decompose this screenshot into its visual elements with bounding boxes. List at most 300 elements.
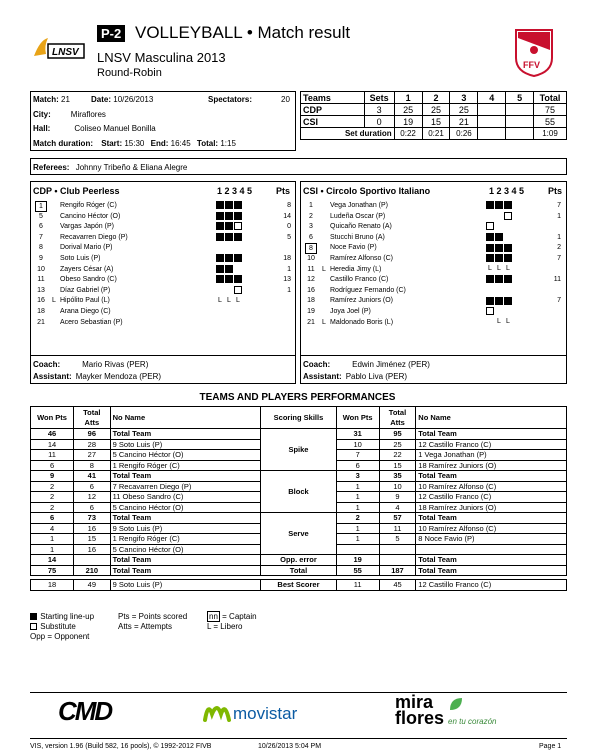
perf-cell: 2 [31,481,74,492]
player-number: 3 [309,223,313,231]
perf-cell: 16 [74,544,111,555]
starter-square-icon [216,233,224,241]
team-a-assistant: Assistant: Mayker Mendoza (PER) [33,372,162,381]
set-participation [216,265,243,274]
league-name: LNSV Masculina 2013 [97,50,226,65]
player-points: 1 [557,233,561,241]
perf-cell: Total Team [110,555,261,566]
perf-cell: 1 [336,523,379,534]
set-participation [486,222,513,231]
perf-cell: 7 [336,450,379,461]
player-row [301,265,563,274]
player-points: 8 [287,202,291,209]
perf-cell: 8 [74,460,111,471]
spectators-value: 20 [281,95,290,104]
empty-set-slot [216,286,224,294]
player-number: 10 [37,265,45,273]
player-points: 1 [287,265,291,273]
starter-square-icon [504,275,512,283]
player-number: 16 [37,297,45,305]
player-number: 1 [35,201,47,212]
team-a-title: CDP • Club Peerless [33,186,120,196]
perf-cell: 31 [336,429,379,440]
player-name: Maldonado Boris (L) [330,318,394,326]
player-row [301,222,563,231]
player-name: Obeso Sandro (C) [60,276,117,284]
set-participation [216,275,243,284]
player-name: Rodríguez Fernando (C) [330,286,406,294]
match-number: Match: 21 [33,95,70,104]
perf-cell [379,555,416,566]
perf-cell: 7 Recavarren Diego (P) [110,481,261,492]
player-name: Heredia Jimy (L) [330,265,382,273]
starter-square-icon [495,233,503,241]
perf-cell: 9 Soto Luis (P) [110,580,261,591]
set-participation [216,201,243,210]
city: City: Miraflores [33,110,106,119]
miraflores-logo: mira flores [395,692,445,728]
starter-square-icon [216,201,224,209]
perf-cell [416,544,567,555]
empty-set-slot [495,212,503,220]
perf-cell: 11 Obeso Sandro (C) [110,492,261,503]
perf-cell [379,544,416,555]
player-name: Acero Sebastian (P) [60,318,123,326]
score-table [300,91,567,140]
player-number: 5 [39,212,43,220]
player-row [301,286,563,295]
footer-page: Page 1 [539,743,562,750]
player-number: 7 [39,233,43,241]
perf-cell: 4 [31,523,74,534]
player-number: 6 [309,233,313,241]
player-name: Joya Joel (P) [330,308,371,315]
skill-name: Opp. error [261,555,336,566]
libero-set-marker: L [506,317,510,325]
set-participation [486,243,513,252]
starter-square-icon [495,244,503,252]
perf-header-row [31,407,567,429]
perf-cell: Total Team [110,565,261,576]
substitute-square-icon [234,286,242,294]
starter-square-icon [216,212,224,220]
player-row [31,222,293,231]
set-duration-row: Set duration 0:22 0:21 0:26 1:09 [301,128,567,140]
starter-square-icon [225,275,233,283]
player-row [31,286,293,295]
cmd-logo: CMD [58,696,112,726]
empty-set-slot [225,286,233,294]
leaf-icon [448,696,464,714]
starter-square-icon [216,275,224,283]
set-participation [216,286,243,295]
player-row [31,275,293,284]
team-a-pts-header: Pts [276,186,291,196]
divider [300,355,567,356]
total-atts-header: Total Atts [379,407,416,429]
perf-cell: 3 [336,471,379,482]
player-row [301,233,563,242]
starter-square-icon [234,201,242,209]
perf-cell: 2 [31,492,74,503]
player-row [301,318,563,327]
player-row [31,201,293,210]
player-row [301,254,563,263]
spectators-label: Spectators: [208,95,253,104]
team-b-sets-header: 1 2 3 4 5 [489,186,525,196]
libero-marker: L [322,318,326,326]
starter-square-icon [234,254,242,262]
player-points: 1 [287,286,291,294]
perf-cell: 6 [336,460,379,471]
performances-table [30,406,567,591]
player-points: 11 [553,276,561,284]
perf-cell: 6 [31,460,74,471]
empty-set-slot [486,212,494,220]
perf-cell: 35 [379,471,416,482]
player-name: Castillo Franco (C) [330,276,389,284]
score-row-csi: CSI 0 19 15 21 55 [301,116,567,128]
divider [30,355,296,356]
player-number: 6 [39,223,43,231]
perf-cell: 6 [74,502,111,513]
starter-square-icon [495,297,503,305]
player-name: Ramírez Juniors (O) [330,297,394,305]
starter-square-icon [504,297,512,305]
perf-cell: 11 [379,523,416,534]
perf-cell: 10 [336,439,379,450]
starter-square-icon [504,201,512,209]
player-name: Dorival Mario (P) [60,244,113,252]
player-number: 16 [307,286,315,294]
player-row [301,243,563,252]
player-points: 7 [557,255,561,262]
player-number: 18 [37,308,45,315]
perf-cell: 14 [31,555,74,566]
player-number: 1 [309,202,313,209]
player-number: 8 [39,244,43,252]
perf-cell: 9 Soto Luis (P) [110,439,261,450]
no-name-header: No Name [416,407,567,429]
starter-square-icon [225,233,233,241]
perf-cell: 16 [74,523,111,534]
empty-set-slot [495,307,503,315]
starting-square-icon [30,613,37,620]
perf-cell: 18 [31,580,74,591]
player-name: Vargas Japón (P) [60,223,114,231]
perf-cell: 55 [336,565,379,576]
player-name: Hipólito Paul (L) [60,297,110,305]
set-participation [486,254,513,263]
player-name: Ludeña Oscar (P) [330,212,386,220]
perf-cell: 1 [336,534,379,545]
starter-square-icon [225,222,233,230]
starter-square-icon [216,265,224,273]
miraflores-slogan: en tu corazón [448,717,497,726]
starter-square-icon [504,254,512,262]
starter-square-icon [486,233,494,241]
player-points: 2 [557,244,561,252]
movistar-logo [203,700,231,724]
player-name: Díaz Gabriel (P) [60,286,111,294]
perf-cell: 19 [336,555,379,566]
perf-cell: 6 [74,481,111,492]
player-name: Soto Luis (P) [60,255,101,262]
player-name: Rengifo Róger (C) [60,202,117,209]
perf-cell: Total Team [110,429,261,440]
referees: Referees: Johnny Tribeño & Eliana Alegre [33,163,188,172]
player-points: 5 [287,233,291,241]
player-name: Quicaño Renato (A) [330,223,392,231]
won-pts-header: Won Pts [31,407,74,429]
perf-cell: 4 [379,502,416,513]
set-participation [486,212,513,221]
empty-set-slot [504,307,512,315]
set-participation [216,222,243,231]
match-date: Date: 10/26/2013 [91,95,154,104]
score-header-row: Teams Sets 1 2 3 4 5 Total [301,92,567,104]
perf-cell: 12 Castillo Franco (C) [416,580,567,591]
starter-square-icon [486,201,494,209]
svg-text:LNSV: LNSV [52,47,79,58]
perf-cell: 5 Cancino Héctor (O) [110,450,261,461]
skill-name: Spike [261,429,336,471]
player-row [301,307,563,316]
libero-marker: L [322,265,326,273]
perf-cell: 96 [74,429,111,440]
perf-cell: 28 [74,439,111,450]
starter-square-icon [225,265,233,273]
perf-cell: 5 Cancino Héctor (O) [110,544,261,555]
player-number: 9 [39,255,43,262]
libero-set-marker: L [497,264,501,272]
score-row-cdp: CDP 3 25 25 25 75 [301,104,567,116]
player-number: 8 [305,243,317,254]
player-number: 11 [307,265,315,273]
player-points: 0 [287,223,291,231]
player-name: Stucchi Bruno (A) [330,233,385,241]
substitute-square-icon [30,623,37,630]
phase-name: Round-Robin [97,67,162,79]
perf-cell: 11 [31,450,74,461]
perf-cell: Total Team [416,513,567,524]
legend-3: nn = Captain L = Libero [207,612,257,631]
player-name: Recavarren Diego (P) [60,233,128,241]
perf-cell: 1 [336,492,379,503]
perf-cell: 9 [379,492,416,503]
skill-name: Total [261,565,336,576]
perf-cell: 8 Noce Favio (P) [416,534,567,545]
perf-cell [74,555,111,566]
perf-cell: 73 [74,513,111,524]
perf-cell: 1 Rengifo Róger (C) [110,460,261,471]
player-points: 18 [283,255,291,262]
perf-cell: 41 [74,471,111,482]
player-points: 7 [557,297,561,305]
empty-set-slot [486,318,494,326]
perf-cell: 210 [74,565,111,576]
perf-cell: 18 Ramírez Juniors (O) [416,502,567,513]
best-scorer-row [31,580,567,591]
set-participation [216,296,243,305]
perf-row-total [31,565,567,576]
starter-square-icon [216,254,224,262]
perf-cell: 15 [379,460,416,471]
perf-cell: 9 Soto Luis (P) [110,523,261,534]
player-row [31,212,293,221]
player-name: Vega Jonathan (P) [330,202,388,209]
legend: Starting line-up Substitute Opp = Opponent [30,612,95,641]
player-row [301,275,563,284]
perf-cell: Total Team [416,471,567,482]
perf-cell: 1 Rengifo Róger (C) [110,534,261,545]
empty-set-slot [234,265,242,273]
match-duration: Match duration: Start: 15:30 End: 16:45 Total: 1:15 [33,139,236,148]
page-title: VOLLEYBALL • Match result [135,23,351,42]
player-row [31,233,293,242]
footer-version: VIS, version 1.96 (Build 582, 16 pools), © 1992-2012 FIVB [30,743,212,750]
total-atts-header: Total Atts [74,407,111,429]
libero-set-marker: L [227,296,231,304]
perf-cell: 9 [31,471,74,482]
perf-cell: 15 [74,534,111,545]
starter-square-icon [486,275,494,283]
perf-cell: 187 [379,565,416,576]
set-participation [486,233,513,242]
player-points: 13 [283,276,291,284]
team-a-coach: Coach: Mario Rivas (PER) [33,360,149,369]
perf-cell: 45 [379,580,416,591]
perf-cell: 2 [31,502,74,513]
skill-name: Best Scorer [261,580,336,591]
perf-cell: 14 [31,439,74,450]
player-name: Cancino Héctor (O) [60,212,121,220]
empty-set-slot [504,222,512,230]
perf-row-opp-error [31,555,567,566]
perf-cell: 6 [31,513,74,524]
perf-cell: 95 [379,429,416,440]
libero-set-marker: L [218,296,222,304]
perf-cell: Total Team [110,513,261,524]
team-b-coach: Coach: Edwin Jiménez (PER) [303,360,430,369]
starter-square-icon [234,233,242,241]
sponsor-divider [30,692,567,693]
player-row [31,318,293,327]
ffv-logo [514,28,554,78]
report-code-badge: P-2 [97,25,125,42]
starter-square-icon [495,201,503,209]
player-row [301,212,563,221]
starter-square-icon [486,254,494,262]
perf-row [31,513,567,524]
substitute-square-icon [486,307,494,315]
team-a-sets-header: 1 2 3 4 5 [217,186,253,196]
empty-set-slot [504,233,512,241]
libero-set-marker: L [236,296,240,304]
substitute-square-icon [504,212,512,220]
perf-cell: 12 Castillo Franco (C) [416,492,567,503]
perf-cell: 1 [336,502,379,513]
player-row [301,296,563,305]
starter-square-icon [234,212,242,220]
perf-cell: 1 [31,534,74,545]
perf-cell: 5 Cancino Héctor (O) [110,502,261,513]
no-name-header: No Name [110,407,261,429]
perf-cell: 49 [74,580,111,591]
libero-marker: L [52,297,56,305]
perf-cell: 27 [74,450,111,461]
starter-square-icon [486,244,494,252]
player-row [31,254,293,263]
legend-2: Pts = Points scored Atts = Attempts [118,612,188,631]
substitute-square-icon [486,222,494,230]
perf-row [31,471,567,482]
perf-cell: 5 [379,534,416,545]
set-participation [486,307,513,316]
perf-cell: 12 Castillo Franco (C) [416,439,567,450]
starter-square-icon [216,222,224,230]
won-pts-header: Won Pts [336,407,379,429]
player-number: 11 [37,276,45,284]
set-participation [486,296,513,305]
hall: Hall: Coliseo Manuel Bonilla [33,124,156,133]
perf-row [31,429,567,440]
perf-cell [336,544,379,555]
player-row [31,296,293,305]
player-number: 2 [309,212,313,220]
player-number: 21 [37,318,45,326]
set-participation [486,318,513,327]
perf-cell: 25 [379,439,416,450]
perf-cell: 10 Ramírez Alfonso (C) [416,481,567,492]
perf-cell: Total Team [416,555,567,566]
scoring-skills-header: Scoring Skills [261,407,336,429]
svg-text:FFV: FFV [523,60,540,70]
perf-cell: Total Team [416,429,567,440]
performances-title: TEAMS AND PLAYERS PERFORMANCES [199,392,396,403]
skill-name: Block [261,471,336,513]
perf-cell: 1 [336,481,379,492]
starter-square-icon [225,254,233,262]
player-name: Arana Diego (C) [60,308,111,315]
set-participation [216,212,243,221]
team-b-pts-header: Pts [548,186,563,196]
set-participation [216,233,243,242]
set-participation [486,201,513,210]
team-b-title: CSI • Circolo Sportivo Italiano [303,186,431,196]
starter-square-icon [504,244,512,252]
team-b-assistant: Assistant: Pablo Liva (PER) [303,372,408,381]
player-number: 12 [307,276,315,284]
substitute-square-icon [234,222,242,230]
set-participation [486,275,513,284]
player-number: 21 [307,318,315,326]
starter-square-icon [234,275,242,283]
set-participation [216,254,243,263]
lnsv-logo [30,36,86,62]
player-row [31,243,293,252]
perf-cell: 46 [31,429,74,440]
player-number: 13 [37,286,45,294]
player-name: Zayers César (A) [60,265,114,273]
perf-cell: 1 [31,544,74,555]
starter-square-icon [495,254,503,262]
player-row [31,307,293,316]
libero-set-marker: L [506,264,510,272]
perf-cell: 1 Vega Jonathan (P) [416,450,567,461]
starter-square-icon [225,212,233,220]
starter-square-icon [486,297,494,305]
